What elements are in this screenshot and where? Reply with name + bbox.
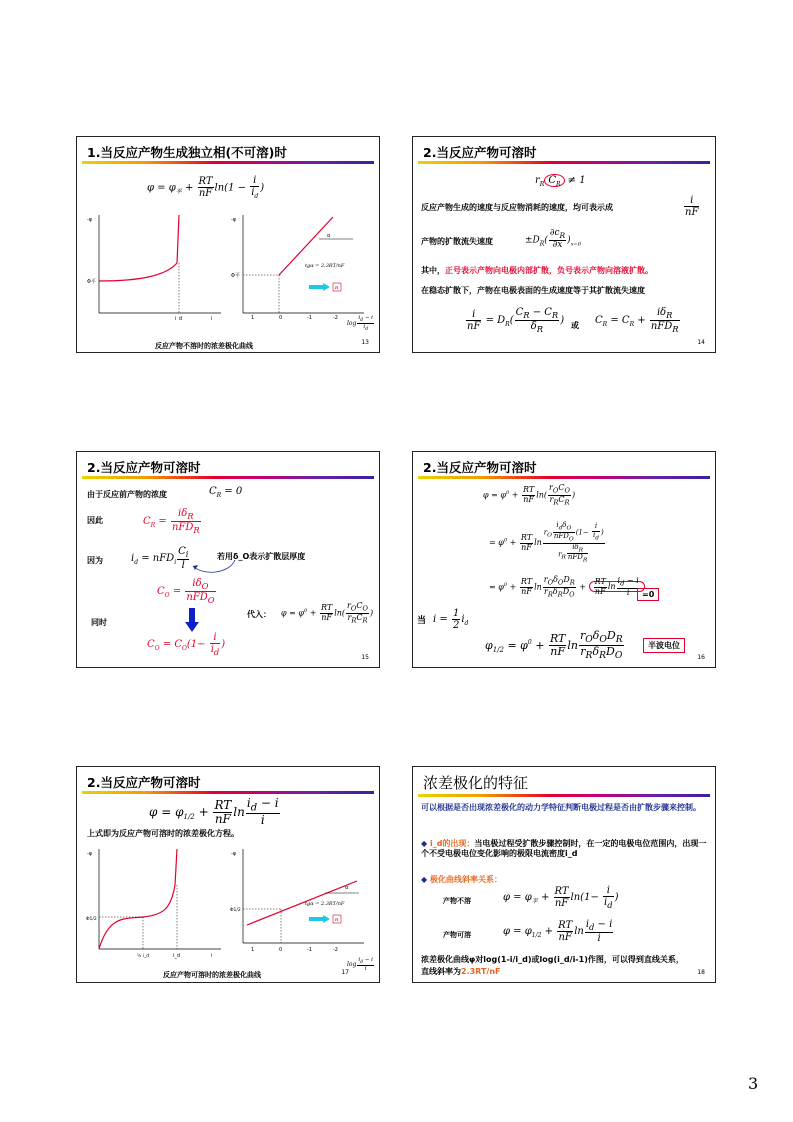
slide-number: 14 (697, 339, 705, 346)
slide-number: 17 (341, 969, 349, 976)
y-label: -φ (87, 851, 93, 857)
phi-label: Φ1/2 (230, 908, 241, 913)
when-label: 当 (417, 616, 427, 626)
phi-label: Φ平 (231, 273, 240, 279)
equation-top: $r_R$ $C_R \ne 1$ (535, 175, 586, 188)
text-3: 因为 (87, 556, 103, 565)
tick: -1 (307, 947, 312, 953)
eq-insoluble: $\varphi = \varphi_平$ + $\frac{RT}{nF}$ ln(1− $\frac{i}{i_d}$ ) (503, 885, 619, 910)
substitute-eq: $\varphi = \varphi^0$ + $\frac{RT}{nF}$ ln( $\frac{r_OC_O}{r_RC_R}$ ) (281, 601, 374, 625)
label-soluble: 产物可溶 (443, 931, 471, 939)
id-label: i_d (173, 953, 181, 959)
slide-title: 浓差极化的特征 (423, 774, 529, 792)
slide-title: 2.当反应产物可溶时 (423, 460, 537, 475)
tick: -2 (333, 315, 338, 321)
id-label: i_d (175, 316, 183, 321)
graph-soluble-right (229, 845, 374, 957)
or-label: 或 (571, 321, 579, 330)
y-label: -φ (231, 217, 237, 223)
tick: 0 (279, 315, 283, 321)
crs: $C_R$ = $\frac{i\delta_R}{nFD_R}$ (143, 508, 200, 536)
text-1: 反应产物生成的速度与反应物消耗的速度，均可表示成 (421, 203, 613, 212)
title-rule (82, 161, 374, 164)
label-insoluble: 产物不溶 (443, 897, 471, 905)
eq-zero-box: =0 (637, 588, 659, 601)
end-text-1: 浓差极化曲线φ对log(1-i/i_d)或log(i_d/i-1)作图，可以得到直线关系， (421, 955, 684, 964)
text-2: 产物的扩散流失速度 (421, 237, 493, 246)
tick: -2 (333, 947, 338, 953)
text-3: 其中，正号表示产物向电极内部扩散，负号表示产物向溶液扩散。 (421, 266, 653, 275)
x-axis-label: log $\frac{i_d - i}{i_d}$ (347, 315, 373, 333)
text-2: 因此 (87, 516, 103, 525)
text-1: 由于反应前产物的浓度 (87, 490, 167, 499)
y-label: -φ (231, 851, 237, 857)
equation-steady: $\frac{i}{nF}$ = $D_R$( $\frac{C_R - C_R}{\delta_R}$ ) (467, 307, 565, 335)
page-number: 3 (748, 1074, 759, 1093)
equation: $\varphi = \varphi_平$ + $\frac{RT}{nF}$ ln(1 − $\frac{i}{i_d}$ ) (147, 175, 265, 200)
slide-title: 1.当反应产物生成独立相(不可溶)时 (87, 145, 287, 160)
tick: 1 (251, 315, 255, 321)
text-4: 在稳态扩散下，产物在电极表面的生成速度等于其扩散流失速度 (421, 286, 645, 295)
slide-title: 2.当反应产物可溶时 (87, 775, 201, 790)
title-rule (418, 476, 710, 479)
eq-line-2: = $\varphi^0$ + $\frac{RT}{nF}$ ln $r_O$ $\frac{i_d\delta_O}{nFD_O}$ (1− $\frac{i}{i_d}$ ) $r_R$ $\frac{i\delta_R}{nFD_R}$ (489, 521, 604, 564)
slide-16 (412, 451, 716, 668)
down-arrow (185, 608, 199, 632)
text-4: 若用δ_O表示扩散层厚度 (217, 552, 306, 561)
slide-15 (76, 451, 380, 668)
co0: $C_O$ = $\frac{i\delta_O}{nFD_O}$ (157, 578, 215, 606)
title-rule (82, 476, 374, 479)
half-wave-box: 半波电位 (643, 638, 685, 653)
tg-label: tgα = 2.3RT/nF (305, 901, 345, 907)
alpha-label: α (345, 885, 349, 891)
caption: 反应产物不溶时的浓差极化曲线 (155, 342, 253, 350)
equation-or: $C_R = C_R$ + $\frac{i\delta_R}{nFD_R}$ (595, 307, 679, 335)
eq-soluble: $\varphi = \varphi_{1/2}$ + $\frac{RT}{nF}$ ln $\frac{i_d - i}{i}$ (503, 919, 613, 945)
title-rule (418, 161, 710, 164)
slide-18 (412, 766, 716, 983)
text-6: 同时 (91, 618, 107, 627)
slide-13 (76, 136, 380, 353)
slide-17 (76, 766, 380, 983)
graph-insoluble-right (229, 211, 374, 323)
slide-number: 16 (697, 654, 705, 661)
text-1: 上式即为反应产物可溶时的浓差极化方程。 (87, 829, 239, 838)
half-id-label: ½ i_d (137, 954, 150, 959)
graph-soluble-left (85, 845, 225, 963)
diffusion-rate: $\pm D_R$( $\frac{\partial c_R}{\partial x}$ )$_{x=0}$ (525, 228, 581, 251)
title-rule (418, 794, 710, 797)
title-rule (82, 791, 374, 794)
slide-number: 13 (361, 339, 369, 346)
alpha-label: α (327, 233, 331, 239)
slide-title: 2.当反应产物可溶时 (423, 145, 537, 160)
caption: 反应产物可溶时的浓差极化曲线 (163, 971, 261, 979)
n-label: n (335, 917, 339, 923)
end-text-2: 直线斜率为2.3RT/nF (421, 967, 501, 976)
i-label: i (211, 953, 213, 959)
phi-label: Φ1/2 (86, 917, 97, 922)
i-over-nf: $\frac{i}{nF}$ (685, 195, 699, 218)
eq-line-3: = $\varphi^0$ + $\frac{RT}{nF}$ ln $\frac{r_O\delta_OD_R}{r_R\delta_RD_O}$ + $\frac{RT}{nF}$ ln $\frac{i_d - i}{i}$ (489, 576, 645, 599)
slide-title: 2.当反应产物可溶时 (87, 460, 201, 475)
bullet-1: ◆ i_d的出现：当电极过程受扩散步骤控制时，在一定的电极电位范围内，出现一个不受电极电位变化影响的极限电流密度i_d (421, 839, 707, 858)
intro: 可以根据是否出现浓差极化的动力学特征判断电极过程是否由扩散步骤来控制。 (421, 803, 701, 812)
i-label: i (211, 316, 213, 321)
eq-line-1: $\varphi = \varphi^0$ + $\frac{RT}{nF}$ ln( $\frac{r_OC_O}{r_RC_R}$ ) (483, 483, 576, 507)
phi-label: Φ平 (87, 279, 96, 285)
x-axis-label: log $\frac{i_d - i}{i}$ (347, 957, 373, 973)
i-half-eq: i = $\frac{1}{2}$ $i_d$ (433, 608, 469, 631)
curve-arrow (189, 556, 239, 578)
tick: 0 (279, 947, 283, 953)
tick: -1 (307, 315, 312, 321)
cos: $C_O = C_O(1-$ $\frac{i}{i_d}$ ) (147, 632, 226, 657)
tg-label: tgα = 2.3RT/nF (305, 263, 345, 269)
slide-number: 18 (697, 969, 705, 976)
slide-number: 15 (361, 654, 369, 661)
slide-14 (412, 136, 716, 353)
y-label: -φ (87, 217, 93, 223)
equation: $\varphi = \varphi_{1/2}$ + $\frac{RT}{nF}$ ln $\frac{i_d - i}{i}$ (149, 796, 279, 828)
bullet-2: ◆ 极化曲线斜率关系： (421, 875, 502, 884)
tick: 1 (251, 947, 255, 953)
id-eq: $i_d = nFD_i$ $\frac{C_i}{l}$ (131, 546, 189, 572)
text-5: 代入： (247, 610, 271, 619)
half-wave-eq: $\varphi_{1/2} = \varphi^0$ + $\frac{RT}{nF}$ ln $\frac{r_O\delta_OD_R}{r_R\delta_RD_O}$ (485, 629, 623, 662)
graph-insoluble-left (85, 211, 225, 321)
n-label: n (335, 285, 339, 291)
cr0: $C_R = 0$ (209, 486, 243, 499)
